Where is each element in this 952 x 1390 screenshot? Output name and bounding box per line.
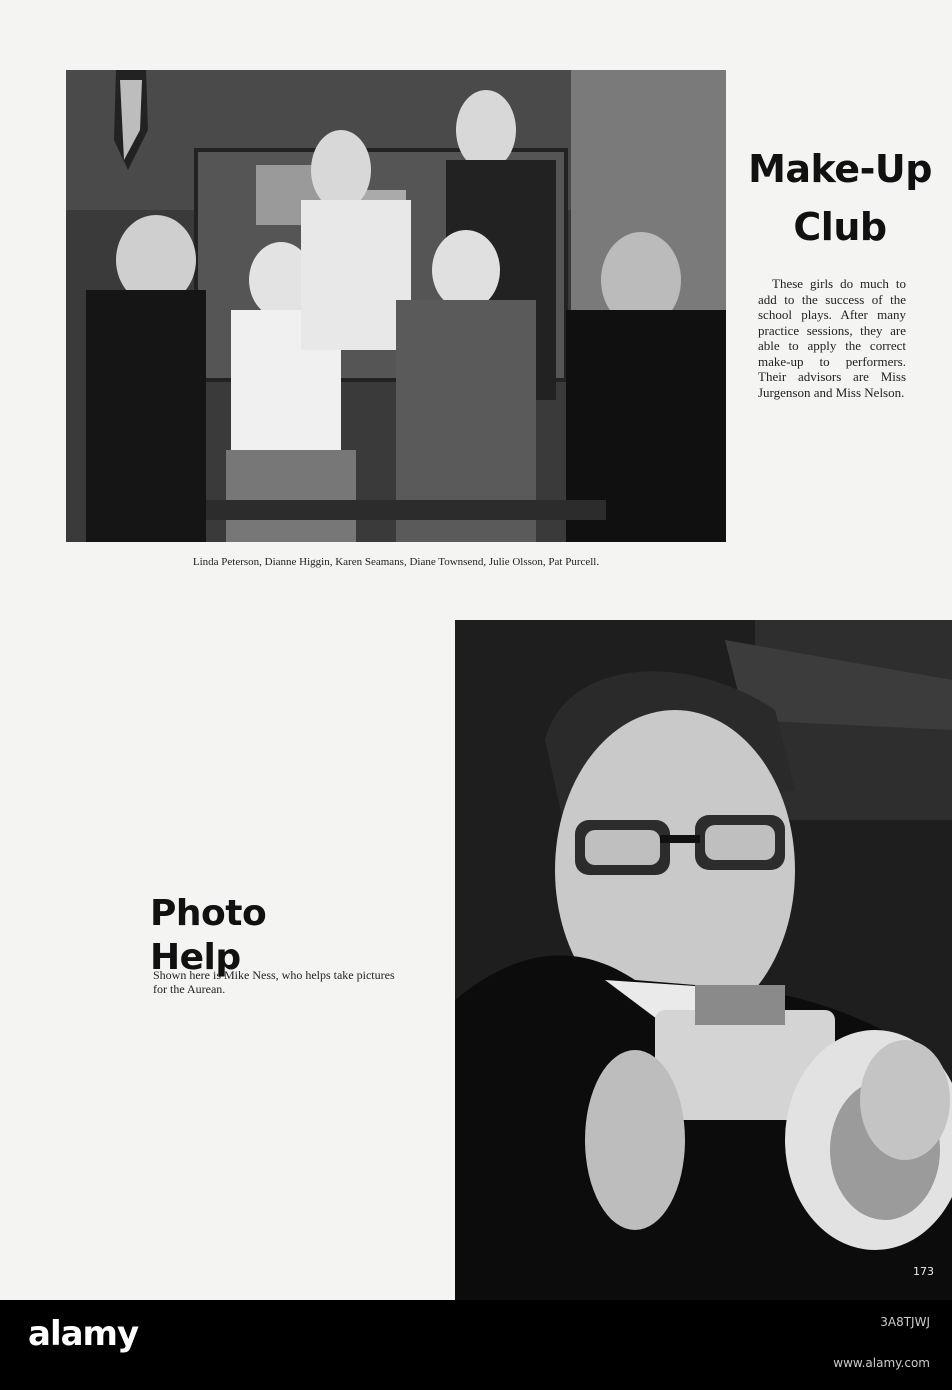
stock-footer bbox=[0, 1300, 952, 1390]
page-number: 173 bbox=[913, 1265, 934, 1278]
stock-url-link[interactable]: www.alamy.com bbox=[833, 1356, 930, 1370]
image-reference-code: 3A8TJWJ bbox=[880, 1315, 930, 1329]
photo-help-portrait bbox=[455, 620, 952, 1300]
photo-help-title: Photo Help bbox=[150, 893, 267, 978]
makeup-club-description: These girls do much to add to the success of the school plays. After many practice sessions, they are able to apply the correct make-up to performers. Their advisors are Miss Jurgenson and Miss Nelson. bbox=[758, 276, 906, 400]
makeup-club-title: Make-Up Club bbox=[748, 147, 932, 249]
brand-logo[interactable] bbox=[28, 1314, 138, 1354]
photo-help-description: Shown here is Mike Ness, who helps take pictures for the Aurean. bbox=[153, 968, 395, 996]
makeup-club-caption: Linda Peterson, Dianne Higgin, Karen Seamans, Diane Townsend, Julie Olsson, Pat Purcell. bbox=[192, 556, 600, 568]
makeup-club-group-photo bbox=[66, 70, 726, 542]
brand-name: alamy bbox=[28, 1314, 139, 1354]
